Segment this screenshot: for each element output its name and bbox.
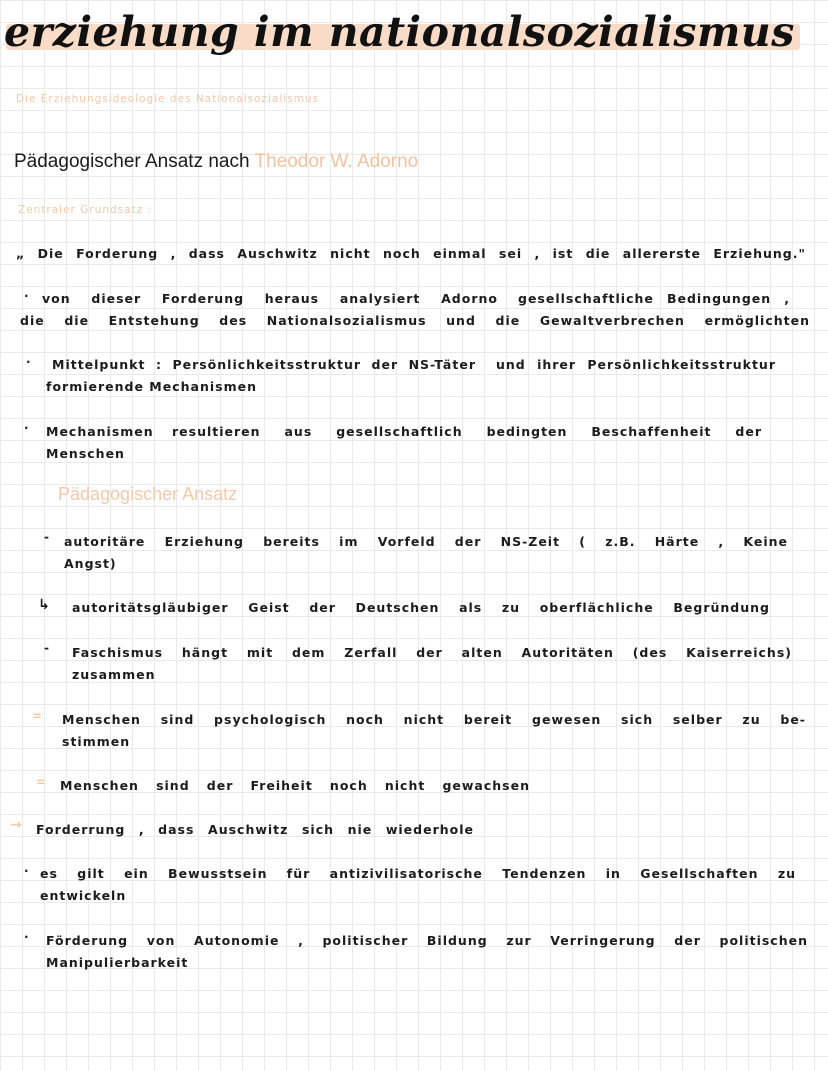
approach-label: Pädagogischer Ansatz nach	[14, 151, 250, 172]
approach-author: Theodor W. Adorno	[254, 151, 419, 172]
equals-1-line-1: Menschen sind psychologisch noch nicht bereit gewesen sich selber zu be-	[62, 712, 806, 727]
bullet-3-accent: Mechanismen	[46, 424, 154, 439]
bullet-4-marker: ·	[24, 864, 29, 878]
bullet-3-line-1: resultieren aus gesellschaftlich bedingten Beschaffenheit der	[172, 424, 762, 439]
bullet-5-line-2: Manipulierbarkeit	[46, 955, 189, 970]
bullet-5-line-1: Förderung von Autonomie , politischer Bildung zur Verringerung der politischen	[46, 933, 808, 948]
right-arrow-icon: →	[10, 817, 22, 833]
bullet-4-line-2: entwickeln	[40, 888, 127, 903]
dash-1-line-2: Angst)	[64, 556, 117, 571]
bullet-1-line-2: die die Entstehung des Nationalsozialismus und die Gewaltverbrechen ermöglichten	[20, 313, 810, 328]
dash-2-marker: -	[44, 641, 49, 655]
dash-2-line-2: zusammen	[72, 667, 156, 682]
dash-2-line-1: Faschismus hängt mit dem Zerfall der alten Autoritäten (des Kaiserreichs)	[72, 645, 792, 660]
bullet-1-line-1: von dieser Forderung heraus analysiert Adorno	[42, 291, 498, 306]
bullet-2-line-2: formierende Mechanismen	[46, 379, 257, 394]
bullet-3-marker: ·	[24, 421, 29, 435]
bullet-2-accent: Mittelpunkt : Persönlichkeitsstruktur der NS-Täter	[52, 357, 476, 372]
equals-1-line-2: stimmen	[62, 734, 131, 749]
bullet-1-marker: ·	[24, 289, 29, 303]
subheading: Pädagogischer Ansatz	[58, 484, 238, 504]
bullet-3-line-2: Menschen	[46, 446, 125, 461]
bullet-2-line-1: und ihrer Persönlichkeitsstruktur	[496, 357, 776, 372]
arrow-2-text: Forderrung , dass Auschwitz sich nie wiederhole	[36, 822, 474, 837]
bullet-2-marker: ·	[26, 355, 31, 369]
bullet-4-line-1: es gilt ein Bewusstsein für antizivilisatorische Tendenzen in Gesellschaften zu	[40, 866, 796, 881]
equals-2-marker: =	[36, 775, 47, 789]
bullet-5-marker: ·	[24, 930, 29, 944]
dash-1-marker: -	[44, 530, 49, 544]
page-title: erziehung im nationalsozialismus	[4, 8, 795, 56]
principle-label: Zentraler Grundsatz :	[18, 204, 153, 216]
dash-1-line-1: autoritäre Erziehung bereits im Vorfeld der NS-Zeit ( z.B. Härte , Keine	[64, 534, 788, 549]
approach-heading	[14, 151, 418, 173]
section-subtitle: Die Erziehungsideologie des Nationalsozialismus	[16, 93, 320, 105]
arrow-1-text: autoritätsgläubiger Geist der Deutschen als zu oberflächliche Begründung	[72, 600, 770, 615]
equals-1-marker: =	[32, 709, 43, 723]
equals-2-text: Menschen sind der Freiheit noch nicht gewachsen	[60, 778, 530, 793]
bullet-1-accent: gesellschaftliche Bedingungen ,	[518, 291, 790, 306]
adorno-quote: „ Die Forderung , dass Auschwitz nicht noch einmal sei , ist die allererste Erziehung."	[16, 246, 806, 261]
bent-arrow-icon: ↳	[38, 597, 50, 613]
